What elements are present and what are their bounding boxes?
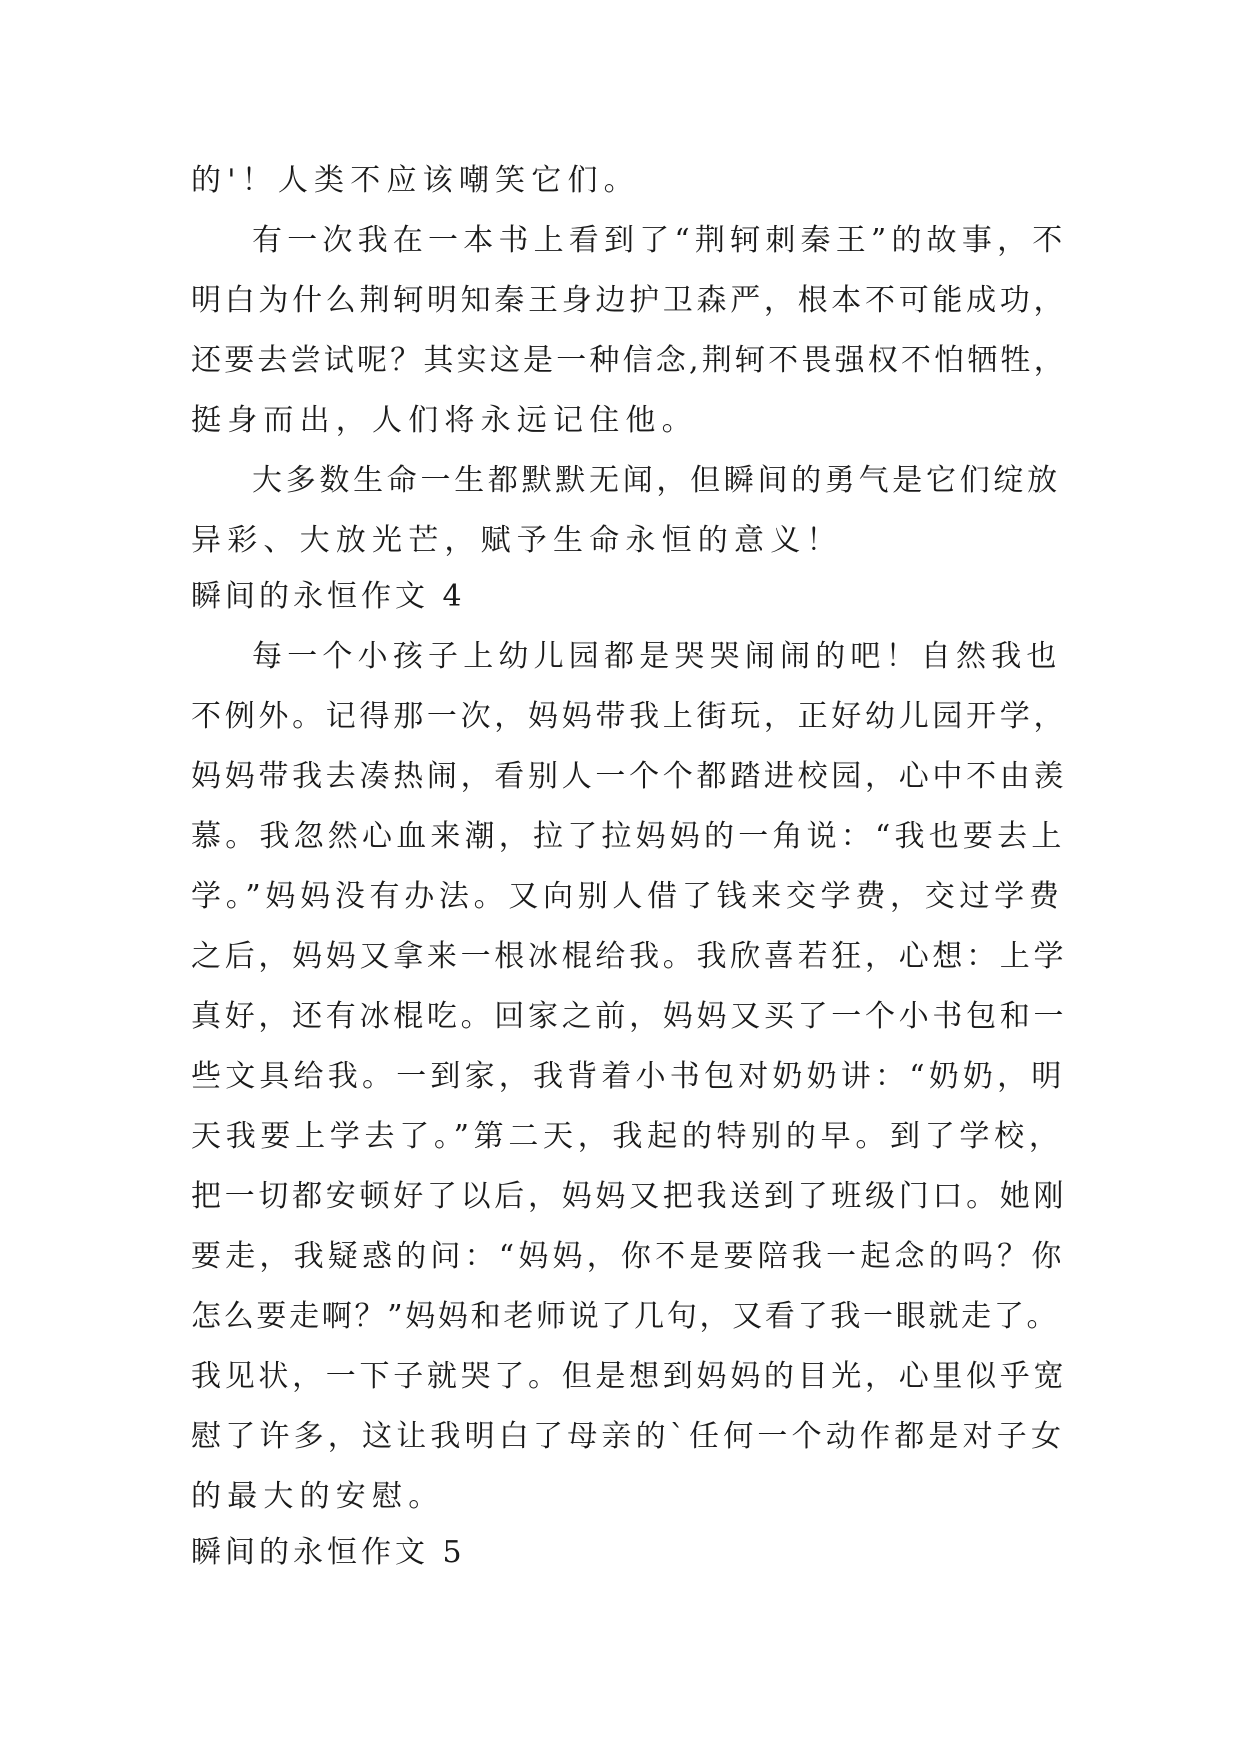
section-heading: 瞬间的永恒作文 4 — [191, 579, 466, 614]
body-line: 怎么要走啊？”妈妈和老师说了几句，又看了我一眼就走了。 — [191, 1299, 1060, 1334]
body-line: 学。”妈妈没有办法。又向别人借了钱来交学费，交过学费 — [191, 879, 1064, 914]
body-line: 还要去尝试呢？其实这是一种信念,荆轲不畏强权不怕牺牲， — [191, 343, 1067, 378]
body-line: 把一切都安顿好了以后，妈妈又把我送到了班级门口。她刚 — [191, 1179, 1068, 1214]
body-line: 真好，还有冰棍吃。回家之前，妈妈又买了一个小书包和一 — [191, 999, 1068, 1034]
body-line: 慰了许多，这让我明白了母亲的`任何一个动作都是对子女 — [191, 1419, 1066, 1454]
body-line: 明白为什么荆轲明知秦王身边护卫森严，根本不可能成功， — [191, 283, 1068, 318]
body-line: 天我要上学去了。”第二天，我起的特别的早。到了学校， — [191, 1119, 1064, 1154]
body-line: 不例外。记得那一次，妈妈带我上街玩，正好幼儿园开学， — [191, 699, 1068, 734]
body-line: 挺身而出，人们将永远记住他。 — [191, 403, 698, 438]
body-line: 慕。我忽然心血来潮，拉了拉妈妈的一角说：“我也要去上 — [191, 819, 1066, 854]
body-line: 每一个小孩子上幼儿园都是哭哭闹闹的吧！自然我也 — [252, 639, 1062, 674]
body-line: 的最大的安慰。 — [191, 1479, 445, 1514]
section-heading: 瞬间的永恒作文 5 — [191, 1535, 466, 1570]
body-line: 些文具给我。一到家，我背着小书包对奶奶讲：“奶奶，明 — [191, 1059, 1066, 1094]
body-line: 要走，我疑惑的问：“妈妈，你不是要陪我一起念的吗？你 — [191, 1239, 1066, 1274]
body-line: 异彩、大放光芒，赋予生命永恒的意义！ — [191, 523, 843, 558]
body-line: 的'！人类不应该嘲笑它们。 — [191, 163, 640, 198]
body-line: 我见状，一下子就哭了。但是想到妈妈的目光，心里似乎宽 — [191, 1359, 1068, 1394]
body-line: 妈妈带我去凑热闹，看别人一个个都踏进校园，心中不由羡 — [191, 759, 1068, 794]
body-line: 之后，妈妈又拿来一根冰棍给我。我欣喜若狂，心想：上学 — [191, 939, 1068, 974]
body-line: 有一次我在一本书上看到了“荆轲刺秦王”的故事，不 — [252, 223, 1068, 258]
body-line: 大多数生命一生都默默无闻，但瞬间的勇气是它们绽放 — [252, 463, 1061, 498]
